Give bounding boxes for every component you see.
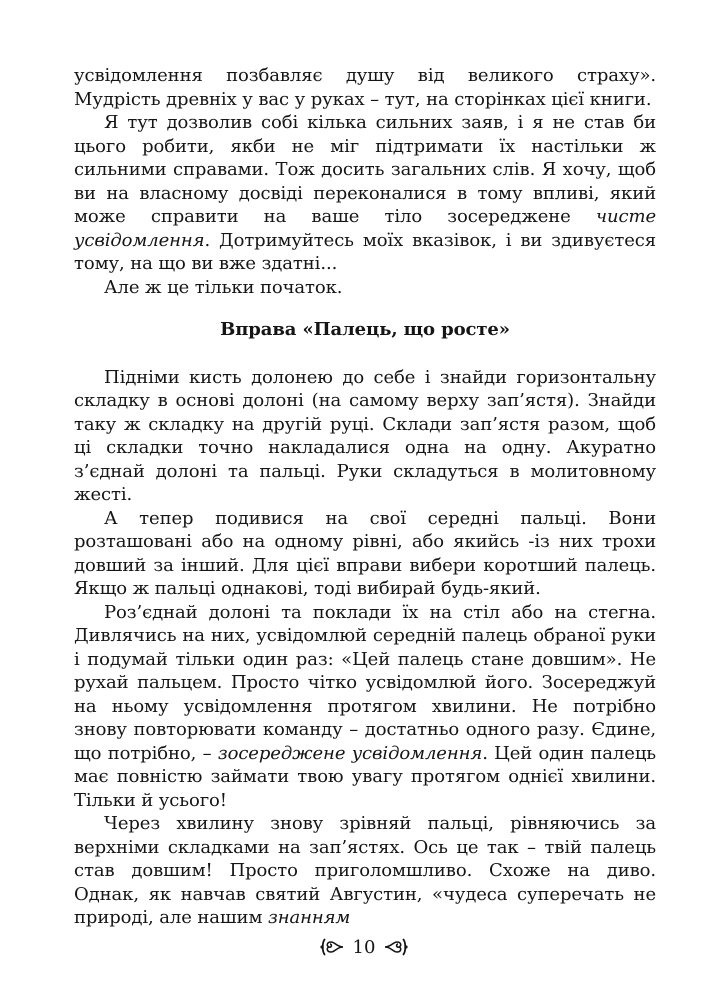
italic-emphasis: знанням — [267, 907, 351, 928]
page-number: 10 — [352, 936, 376, 958]
paragraph — [74, 111, 656, 276]
text-run: Роз’єднай долоні та поклади їх на стіл або на стегна. Дивлячись на них, усвідомлюй середній палець обраної руки і подумай тільки один раз: «Цей палець стане довшим». Не рухай пальцем. Просто чітко усвідомлюй його. Зосереджуй на ньому усвідомлення протягом хвилини. Не потрібно знову повторювати команду – достатньо одного разу. Єдине, що потрібно, – — [74, 601, 656, 764]
paragraphs-after-heading — [74, 366, 656, 930]
body-text — [74, 64, 656, 930]
text-run: . Цей один палець має повністю займати твою увагу протягом однієї хвилини. Тільки й усього! — [74, 742, 656, 811]
text-run: Я тут дозволив собі кілька сильних заяв, і я не став би цього робити, якби не міг підтримати їх настільки ж сильними справами. Тож досить загальних слів. Я хочу, щоб ви на власному досвіді переконалися в тому впливі, який може справити на ваше тіло зосереджене — [74, 112, 656, 227]
paragraph — [74, 276, 656, 300]
text-run: Через хвилину знову зрівняй пальці, рівняючись за верхніми складками на зап’ястях. Ось це так – твій палець став довшим! Просто приголомшливо. Схоже на диво. Однак, як навчав святий Августин, «чудеса суперечать не природі, але нашим — [74, 813, 656, 928]
floral-ornament-right-icon — [383, 936, 409, 958]
text-run: Але ж це тільки початок. — [104, 276, 343, 298]
paragraphs-before-heading — [74, 64, 656, 299]
paragraph — [74, 812, 656, 930]
paragraph — [74, 601, 656, 813]
italic-emphasis: зосереджене усвідомлення — [217, 742, 483, 764]
floral-ornament-left-icon — [319, 936, 345, 958]
paragraph — [74, 366, 656, 507]
paragraph — [74, 507, 656, 601]
italic-emphasis: чисте усвідомлення — [74, 206, 656, 251]
text-run: А тепер подивися на свої середні пальці. Вони розташовані або на одному рівні, або якийсь -із них трохи довший за інший. Для цієї вправи вибери коротший палець. Якщо ж пальці однакові, тоді вибирай будь-який. — [74, 507, 656, 599]
exercise-heading: Вправа «Палець, що росте» — [220, 319, 510, 340]
page-footer — [0, 936, 728, 958]
paragraph — [74, 64, 656, 111]
text-run: Підніми кисть долонею до себе і знайди горизонтальну складку в основі долоні (на самому верху зап’ястя). Знайди таку ж складку на другій руці. Склади зап’ястя разом, щоб ці складки точно накладалися одна на одну. Акуратно з’єднай долоні та пальці. Руки складуться в молитовному жесті. — [74, 366, 656, 505]
text-run: усвідомлення позбавляє душу від великого страху». Мудрість древніх у вас у руках – тут, на сторінках цієї книги. — [74, 65, 656, 110]
text-run: . Дотримуйтесь моїх вказівок, і ви здивуєтеся тому, на що ви вже здатні... — [74, 229, 656, 274]
